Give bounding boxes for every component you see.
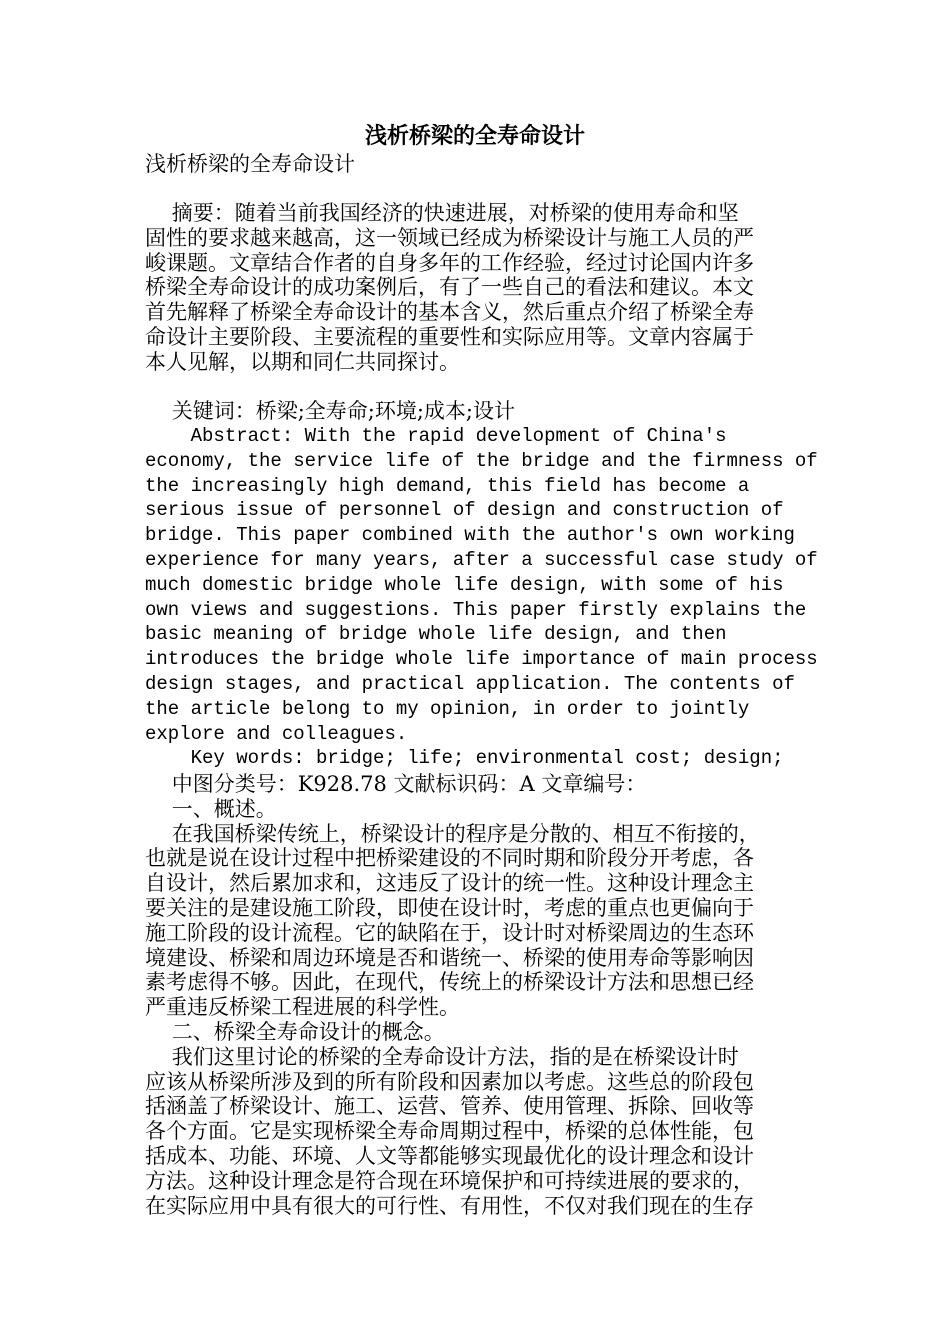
abstract-cn-line: 命设计主要阶段、主要流程的重要性和实际应用等。文章内容属于 — [145, 324, 754, 349]
abstract-cn-line: 首先解释了桥梁全寿命设计的基本含义，然后重点介绍了桥梁全寿 — [145, 300, 754, 325]
abstract-cn-line: 本人见解，以期和同仁共同探讨。 — [145, 349, 460, 374]
section2-line: 我们这里讨论的桥梁的全寿命设计方法，指的是在桥梁设计时 — [145, 1044, 739, 1069]
section2-heading: 二、桥梁全寿命设计的概念。 — [145, 1019, 445, 1044]
abstract-en-line: design stages, and practical application. The contents of — [145, 672, 795, 695]
abstract-en-line: basic meaning of bridge whole life design, and then — [145, 623, 727, 646]
section1-line: 严重违反桥梁工程进展的科学性。 — [145, 995, 460, 1020]
body-text — [145, 772, 805, 1218]
abstract-en-line: serious issue of personnel of design and construction of — [145, 499, 784, 522]
abstract-en-line: experience for many years, after a successful case study of — [145, 548, 818, 571]
abstract-cn-line: 固性的要求越来越高，这一领域已经成为桥梁设计与施工人员的严 — [145, 225, 754, 250]
document-title: 浅析桥梁的全寿命设计 — [364, 123, 585, 149]
section1-line: 要关注的是建设施工阶段，即使在设计时，考虑的重点也更偏向于 — [145, 895, 754, 920]
abstract-en-line: the increasingly high demand, this field has become a — [145, 474, 750, 497]
section1-line: 素考虑得不够。因此，在现代，传统上的桥梁设计方法和思想已经 — [145, 970, 754, 995]
section2-line: 各个方面。它是实现桥梁全寿命周期过程中，桥梁的总体性能，包 — [145, 1119, 754, 1144]
abstract-en-line: the article belong to my opinion, in order to jointly — [145, 697, 750, 720]
section2-line: 应该从桥梁所涉及到的所有阶段和因素加以考虑。这些总的阶段包 — [145, 1069, 754, 1094]
abstract-cn-line: 峻课题。文章结合作者的自身多年的工作经验，经过讨论国内许多 — [145, 250, 754, 275]
abstract-en-line: economy, the service life of the bridge and the firmness of — [145, 449, 818, 472]
section2-line: 方法。这种设计理念是符合现在环境保护和可持续进展的要求的， — [145, 1168, 754, 1193]
abstract-en-line: Abstract: With the rapid development of China's — [145, 425, 727, 447]
section2-line: 括成本、功能、环境、人文等都能够实现最优化的设计理念和设计 — [145, 1143, 754, 1168]
keywords-cn-line: 关键词：桥梁;全寿命;环境;成本;设计 — [145, 399, 516, 423]
abstract-en-line: own views and suggestions. This paper firstly explains the — [145, 598, 807, 621]
abstract-cn-line: 桥梁全寿命设计的成功案例后，有了一些自己的看法和建议。本文 — [145, 275, 754, 300]
section1-heading: 一、概述。 — [145, 796, 277, 821]
classification-line: 中图分类号：K928.78 文献标识码：A 文章编号： — [145, 772, 647, 796]
keywords-cn — [145, 399, 805, 424]
section1-line: 施工阶段的设计流程。它的缺陷在于，设计时对桥梁周边的生态环 — [145, 920, 754, 945]
abstract-en-line: much domestic bridge whole life design, with some of his — [145, 573, 784, 596]
keywords-en-line: Key words: bridge; life; environmental cost; design; — [145, 747, 784, 770]
section1-line: 境建设、桥梁和周边环境是否和谐统一、桥梁的使用寿命等影响因 — [145, 945, 754, 970]
section1-line: 自设计，然后累加求和，这违反了设计的统一性。这种设计理念主 — [145, 871, 754, 896]
abstract-en — [145, 424, 818, 771]
abstract-en-line: introduces the bridge whole life importance of main process — [145, 648, 818, 671]
section1-line: 也就是说在设计过程中把桥梁建设的不同时期和阶段分开考虑，各 — [145, 846, 754, 871]
section2-line: 括涵盖了桥梁设计、施工、运营、管养、使用管理、拆除、回收等 — [145, 1094, 754, 1119]
abstract-en-line: explore and colleagues. — [145, 722, 408, 745]
abstract-en-line: bridge. This paper combined with the author's own working — [145, 524, 795, 547]
document-subtitle: 浅析桥梁的全寿命设计 — [145, 152, 355, 176]
section2-line: 在实际应用中具有很大的可行性、有用性，不仅对我们现在的生存 — [145, 1193, 754, 1218]
abstract-cn-line: 摘要：随着当前我国经济的快速进展，对桥梁的使用寿命和坚 — [145, 201, 739, 225]
abstract-cn — [145, 201, 805, 375]
section1-line: 在我国桥梁传统上，桥梁设计的程序是分散的、相互不衔接的， — [145, 821, 760, 846]
